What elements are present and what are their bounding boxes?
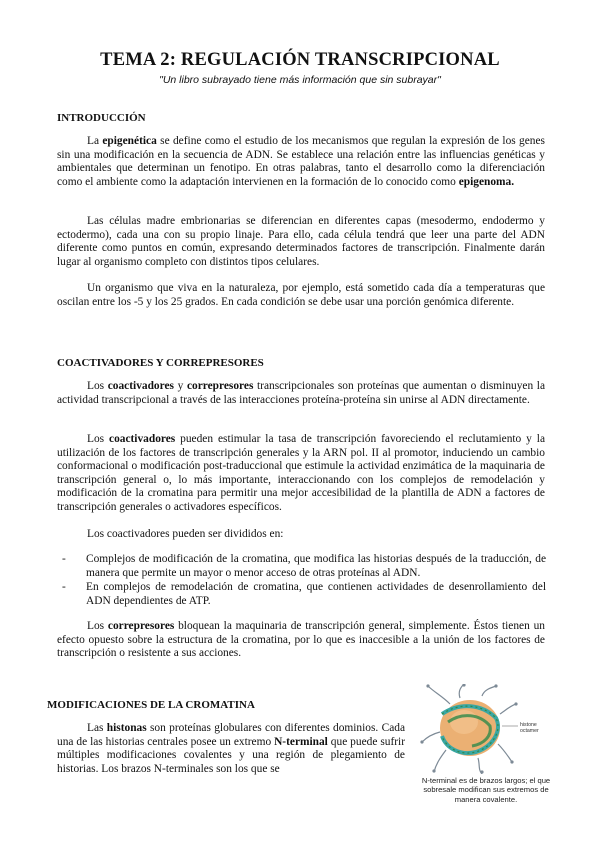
figure-label-line-2: octamer [520, 728, 539, 734]
document-title: TEMA 2: REGULACIÓN TRANSCRIPCIONAL [100, 50, 500, 70]
term-epigenetica: epigenética [102, 135, 157, 147]
coact-paragraph-3: Los coactivadores pueden ser divididos en: [87, 528, 284, 540]
section-heading-introduccion: INTRODUCCIÓN [57, 112, 146, 124]
intro-paragraph-3: Un organismo que viva en la naturaleza, por ejemplo, está sometido cada día a temperaturas que oscilan entre los -5 y los 25 grados. En cada condición se debe usar una porción genómica diferente. [57, 282, 545, 308]
list-item: - Complejos de modificación de la cromatina, que modifica las historias después de la traducción, de manera que permite un mayor o menor acceso de otras proteínas al ADN. [62, 553, 546, 579]
figure-label [520, 722, 539, 734]
cromatina-paragraph-1: Las histonas son proteínas globulares con diferentes dominios. Cada una de las historias centrales posee un extremo N-terminal que puede sufrir múltiples modificaciones covalentes y una región de plegamiento de historias. Los brazos N-terminales son los que se [57, 722, 406, 775]
term-correpresores: correpresores [186, 380, 254, 392]
term-epigenoma: epigenoma. [458, 175, 515, 188]
intro-paragraph-1: La epigenética se define como el estudio de los mecanismos que regulan la expresión de los genes sin una modificación en la secuencia de ADN. Se establece una relación entre las influencias genéticas y ambientales que determinan un fenotipo. En otras palabras, tanto el desarrollo como la diferenciación como el ambiente como la adaptación intervienen en la formación de lo conocido como epigenoma. [57, 135, 545, 188]
figure-caption: N-terminal es de brazos largos; el que sobresale modifican sus extremos de manera covalente. [421, 776, 551, 804]
term-n-terminal: N-terminal [274, 735, 328, 748]
coact-paragraph-2: Los coactivadores pueden estimular la tasa de transcripción favoreciendo el reclutamiento y la utilización de los factores de transcripción generales y la ARN pol. II al promotor, induciendo un cambio conformacional o modificación post-traduccional que estimule la actividad enzimática de la maquinaria de transcripción general o, lo más importante, interaccionando con los complejos de remodelación y modificación de la cromatina para permitir una mejor accesibilidad de la plantilla de ADN a factores de transcripción generales o activadores específicos. [57, 433, 546, 513]
section-heading-modificaciones: MODIFICACIONES DE LA CROMATINA [47, 699, 255, 711]
term-correpresores-2: correpresores [107, 620, 175, 632]
intro-paragraph-2: Las células madre embrionarias se diferencian en diferentes capas (mesodermo, endodermo y ectodermo), cada una con su propio linaje. Para ello, cada célula tendrá que leer una parte del ADN diferente como puntos en común, expresando determinados factores de transcripción. Finalmente darán lugar al organismo completo con distintos tipos celulares. [57, 215, 545, 268]
list-item: - En complejos de remodelación de cromatina, que contienen actividades de desenrollamiento del ADN dependientes de ATP. [62, 581, 546, 607]
document-subtitle: "Un libro subrayado tiene más información que sin subrayar" [159, 74, 441, 86]
term-histonas: histonas [106, 722, 147, 734]
coact-paragraph-1: Los coactivadores y correpresores transcripcionales son proteínas que aumentan o disminuyen la actividad transcripcional a través de las interacciones proteína-proteína sin unirse al ADN directamente. [57, 380, 546, 406]
histone-octamer-figure [420, 684, 550, 774]
term-coactivadores-2: coactivadores [109, 433, 176, 445]
coactivator-types-list [62, 553, 546, 609]
coact-paragraph-4: Los correpresores bloquean la maquinaria de transcripción general, simplemente. Éstos tienen un efecto opuesto sobre la estructura de la cromatina, por lo que es inaccesible a la unión de los factores de transcripción o resistente a sus acciones. [57, 620, 545, 660]
section-heading-coactivadores: COACTIVADORES Y CORREPRESORES [57, 357, 264, 369]
figure-label-line-1: histone [520, 722, 537, 728]
term-coactivadores: coactivadores [107, 380, 174, 392]
